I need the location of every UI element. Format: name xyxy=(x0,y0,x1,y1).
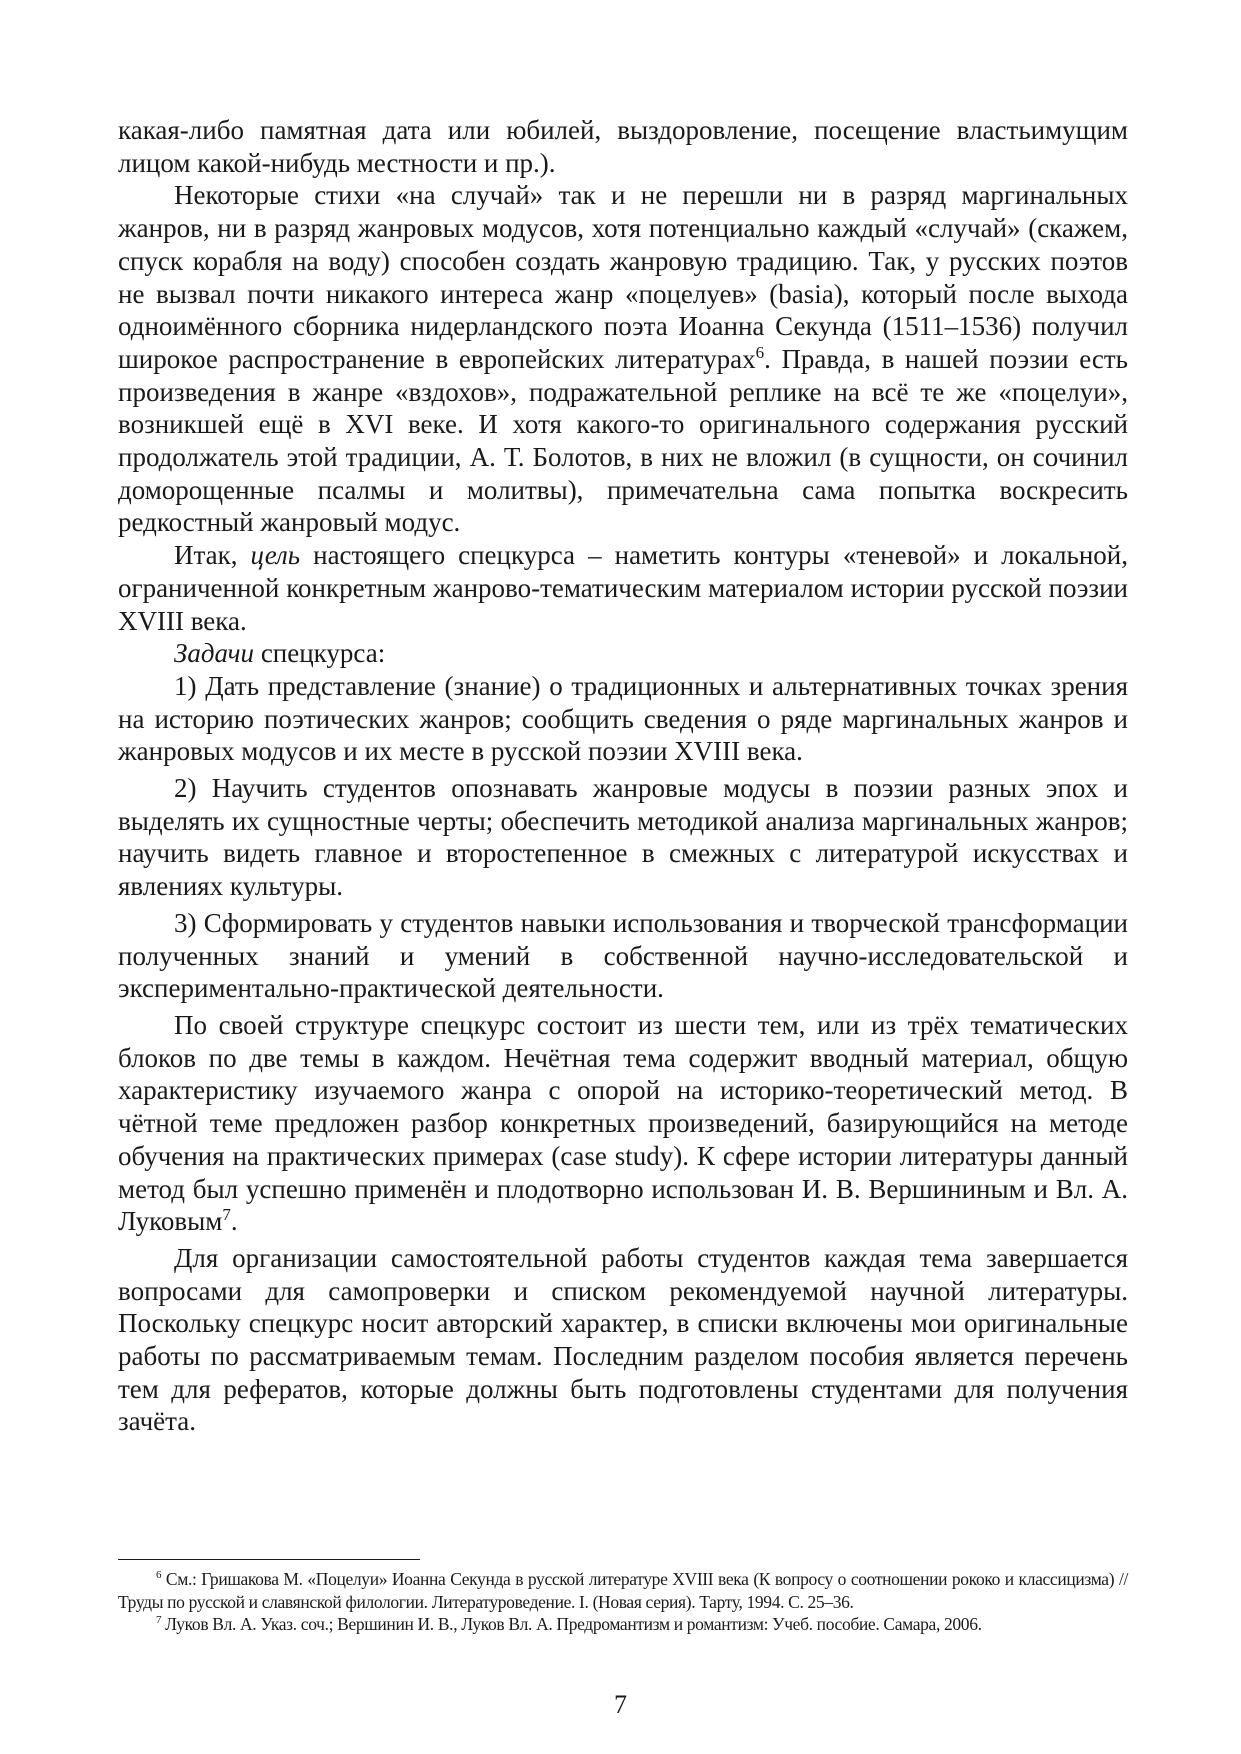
paragraph-organization: Для организации самостоятельной работы студентов каждая тема завершается вопросами для самопроверки и списком рекомендуемой научной литературы. Поскольку спецкурс носит авторский характер, в списки включены мои оригинальные работы по рассматриваемым темам. Последним разделом пособия является перечень тем для рефератов, которые должны быть подготовлены студентами для получения зачёта. xyxy=(118,1242,1128,1437)
main-text xyxy=(118,114,1128,1438)
paragraph-4: Задачи спецкурса: xyxy=(174,638,386,669)
footnote-marker: 6 xyxy=(156,1569,162,1582)
paragraph-1: какая-либо памятная дата или юбилей, выздоровление, посещение властьимущим лицом какой-нибудь местности и пр.). xyxy=(118,115,1128,178)
footnotes xyxy=(118,1568,1128,1636)
footnote-text: См.: Гришакова М. «Поцелуи» Иоанна Секунда в русской литературе XVIII века (К вопросу о соотношении рококо и классицизма) // Труды по русской и славянской филологии. Литературоведение. I. (Новая серия). Тарту, 1994. С. 25–36. xyxy=(118,1569,1128,1612)
emphasis-tasks: Задачи xyxy=(174,638,255,669)
paragraph-structure: По своей структуре спецкурс состоит из шести тем, или из трёх тематических блоков по две темы в каждом. Нечётная тема содержит вводный материал, общую характеристику изучаемого жанра с опорой на историко-теоретический метод. В чётной теме предложен разбор конкретных произведений, базирующийся на методе обучения на практических примерах (case study). К сфере истории литературы данный метод был успешно применён и плодотворно использован И. В. Вершининым и Вл. А. Луковым$^7$. xyxy=(118,1009,1128,1237)
footnote-text: Луков Вл. А. Указ. соч.; Вершинин И. В., Луков Вл. А. Предромантизм и романтизм: Учеб. пособие. Самара, 2006. xyxy=(161,1614,982,1634)
list-item-2: 2) Научить студентов опознавать жанровые модусы в поэзии разных эпох и выделять их сущностные черты; обеспечить методикой анализа маргинальных жанров; научить видеть главное и второстепенное в смежных с литературой искусствах и явлениях культуры. xyxy=(118,773,1128,902)
paragraph-3: Итак, цель настоящего спецкурса – наметить контуры «теневой» и локальной, ограниченной конкретным жанрово-тематическим материалом истории русской поэзии XVIII века. xyxy=(118,540,1128,636)
footnote-ref-7[interactable]: 7 xyxy=(222,1205,231,1225)
paragraph-2: Некоторые стихи «на случай» так и не перешли ни в разряд маргинальных жанров, ни в разряд жанровых модусов, хотя потенциально каждый «случай» (скажем, спуск корабля на воду) способен создать жанровую традицию. Так, у русских поэтов не вызвал почти никакого интереса жанр «поцелуев» (basia), который после выхода одноимённого сборника нидерландского поэта Иоанна Секунда (1511–1536) получил широкое распространение в европейских литературах$^6$. Правда, в нашей поэзии есть произведения в жанре «вздохов», подражательной реплике на всё те же «поцелуи», возникшей ещё в XVI веке. И хотя какого-то оригинального содержания русский продолжатель этой традиции, А. Т. Болотов, в них не вложил (в сущности, он сочинил доморощенные псалмы и молитвы), примечательна сама попытка воскресить редкостный жанровый модус. xyxy=(118,180,1128,538)
emphasis-goal: цель xyxy=(250,540,301,571)
footnote-ref-6[interactable]: 6 xyxy=(755,342,765,362)
footnote-7 xyxy=(118,1613,1128,1636)
list-item-1: 1) Дать представление (знание) о традиционных и альтернативных точках зрения на историю поэтических жанров; сообщить сведения о ряде маргинальных жанров и жанровых модусов и их месте в русской поэзии XVIII века. xyxy=(118,670,1128,767)
page-number: 7 xyxy=(614,1690,627,1719)
footnote-divider xyxy=(118,1559,420,1560)
list-item-3: 3) Сформировать у студентов навыки использования и творческой трансформации полученных знаний и умений в собственной научно-исследовательской и экспериментально-практической деятельности. xyxy=(118,907,1128,1004)
footnote-6 xyxy=(118,1568,1128,1613)
footnote-marker: 7 xyxy=(156,1614,162,1627)
